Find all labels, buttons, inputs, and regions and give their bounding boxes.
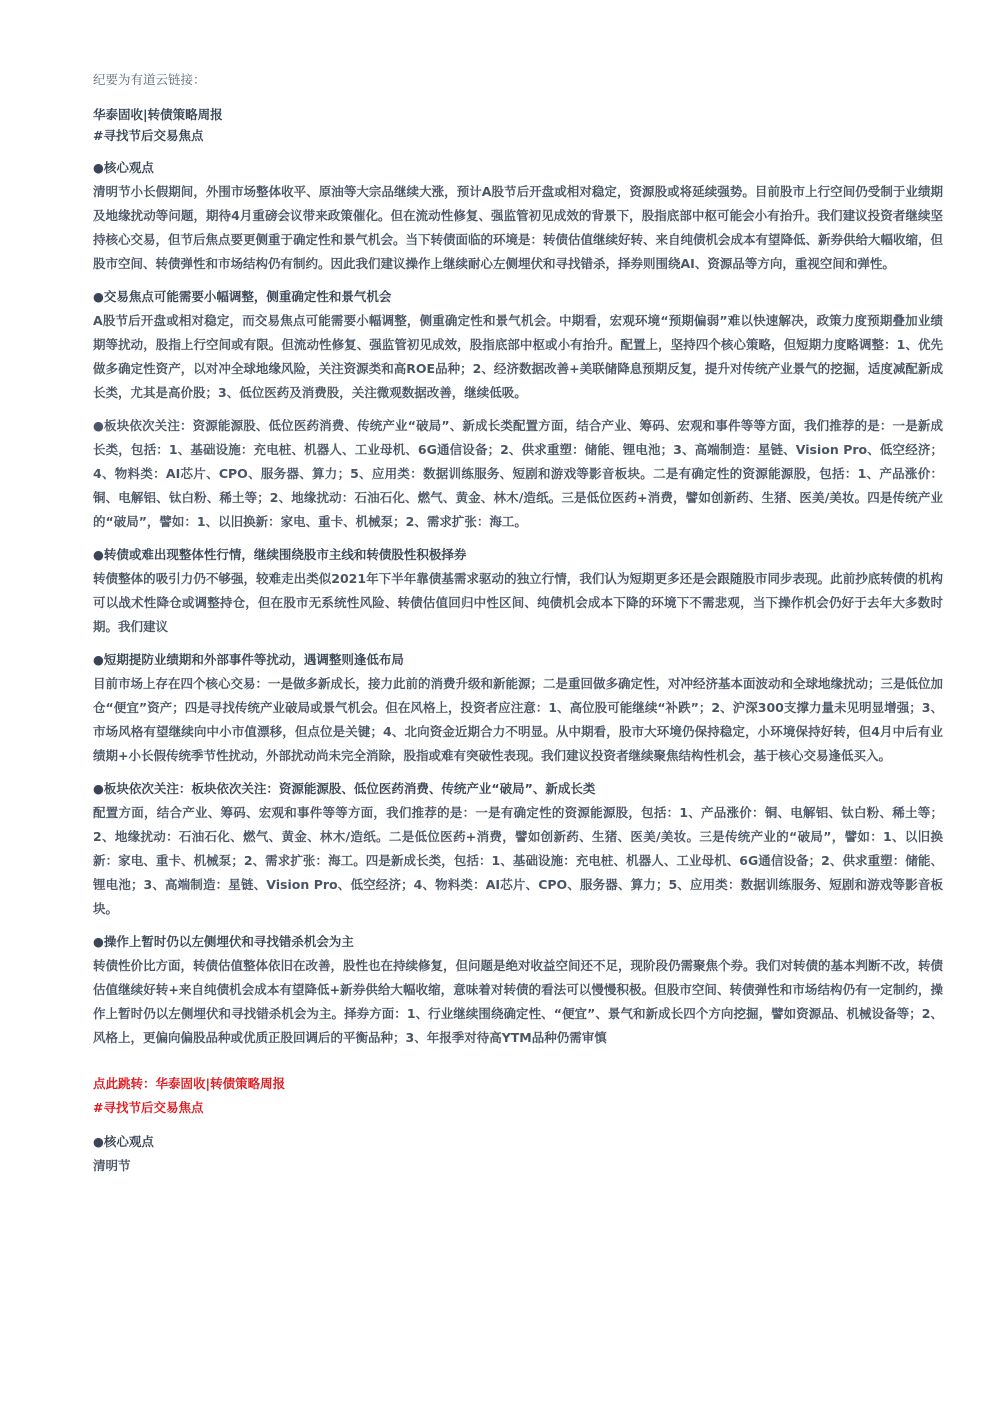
document-page xyxy=(93,70,943,1187)
section-convertible-outlook xyxy=(93,543,943,639)
section-body: 清明节小长假期间，外围市场整体收平、原油等大宗品继续大涨，预计A股节后开盘或相对稳定，资源股或将延续强势。目前股市上行空间仍受制于业绩期及地缘扰动等问题，期待4月重磅会议带来政策催化。但在流动性修复、强监管初见成效的背景下，股指底部中枢可能会小有抬升。我们建议投资者继续坚持核心交易，但节后焦点要更侧重于确定性和景气机会。当下转债面临的环境是：转债估值继续好转、来自纯债机会成本有望降低、新券供给大幅收缩，但股市空间、转债弹性和市场结构仍有制约。因此我们建议操作上继续耐心左侧埋伏和寻找错杀，择券则围绕AI、资源品等方向，重视空间和弹性。 xyxy=(93,184,944,271)
section-trading-focus xyxy=(93,285,943,405)
section-heading: ●板块依次关注：板块依次关注：资源能源股、低位医药消费、传统产业“破局”、新成长类 xyxy=(93,781,596,796)
title-block xyxy=(93,104,943,146)
report-subtitle: #寻找节后交易焦点 xyxy=(93,128,204,143)
jump-link-subtitle[interactable]: #寻找节后交易焦点 xyxy=(93,1100,204,1115)
section-short-term-risk xyxy=(93,648,943,768)
section-sector-focus-b xyxy=(93,777,943,921)
section-heading: ●短期提防业绩期和外部事件等扰动，遇调整则逢低布局 xyxy=(93,652,404,667)
section-body: A股节后开盘或相对稳定，而交易焦点可能需要小幅调整，侧重确定性和景气机会。中期看，宏观环境“预期偏弱”难以快速解决，政策力度预期叠加业绩期等扰动，股指上行空间或有限。但流动性修复、强监管初见成效，股指底部中枢或小有抬升。配置上，坚持四个核心策略，但短期力度略调整：1、优先做多确定性资产，以对冲全球地缘风险，关注资源类和高ROE品种；2、经济数据改善+美联储降息预期反复，提升对传统产业景气的挖掘，适度减配新成长类，尤其是高价股；3、低位医药及消费股，关注微观数据改善，继续低吸。 xyxy=(93,313,943,400)
section-body: 目前市场上存在四个核心交易：一是做多新成长，接力此前的消费升级和新能源；二是重回做多确定性，对冲经济基本面波动和全球地缘扰动；三是低位加仓“便宜”资产；四是寻找传统产业破局或景气机会。但在风格上，投资者应注意：1、高位股可能继续“补跌”；2、沪深300支撑力量未见明显增强；3、市场风格有望继续向中小市值漂移，但点位是关键；4、北向资金近期合力不明显。从中期看，股市大环境仍保持稳定，小环境保持好转，但4月中后有业绩期+小长假传统季节性扰动，外部扰动尚未完全消除，股指或难有突破性表现。我们建议投资者继续聚焦结构性机会，基于核心交易逢低买入。 xyxy=(93,676,944,763)
section-operation xyxy=(93,930,943,1050)
section-core-view xyxy=(93,156,943,276)
section-body: 转债性价比方面，转债估值整体依旧在改善，股性也在持续修复，但问题是绝对收益空间还不足，现阶段仍需聚焦个券。我们对转债的基本判断不改，转债估值继续好转+来自纯债机会成本有望降低+新券供给大幅收缩，意味着对转债的看法可以慢慢积极。但股市空间、转债弹性和市场结构仍有一定制约，操作上暂时仍以左侧埋伏和寻找错杀机会为主。择券方面：1、行业继续围绕确定性、“便宜”、景气和新成长四个方向挖掘，譬如资源品、机械设备等；2、风格上，更偏向偏股品种或优质正股回调后的平衡品种；3、年报季对待高YTM品种仍需审慎 xyxy=(93,958,944,1045)
section-body: ●板块依次关注：资源能源股、低位医药消费、传统产业“破局”、新成长类配置方面，结合产业、筹码、宏观和事件等等方面，我们推荐的是：一是新成长类，包括：1、基础设施：充电桩、机器人、工业母机、6G通信设备；2、供求重塑：储能、锂电池；3、高端制造：星链、Vision Pro、低空经济；4、物料类：AI芯片、CPO、服务器、算力；5、应用类：数据训练服务、短剧和游戏等影音板块。二是有确定性的资源能源股，包括：1、产品涨价：铜、电解铝、钛白粉、稀土等；2、地缘扰动：石油石化、燃气、黄金、林木/造纸。三是低位医药+消费，譬如创新药、生猪、医美/美妆。四是传统产业的“破局”，譬如：1、以旧换新：家电、重卡、机械泵；2、需求扩张：海工。 xyxy=(93,418,943,529)
section-heading: ●转债或难出现整体性行情，继续围绕股市主线和转债股性积极择券 xyxy=(93,547,467,562)
section-tail xyxy=(93,1130,943,1178)
report-title: 华泰固收|转债策略周报 xyxy=(93,107,223,122)
tail-body: 清明节 xyxy=(93,1158,131,1173)
jump-link-title[interactable]: 点此跳转：华泰固收|转债策略周报 xyxy=(93,1076,286,1091)
intro-text: 纪要为有道云链接： xyxy=(93,72,206,87)
section-body: 转债整体的吸引力仍不够强，较难走出类似2021年下半年靠债基需求驱动的独立行情，我们认为短期更多还是会跟随股市同步表现。此前抄底转债的机构可以战术性降仓或调整持仓，但在股市无系统性风险、转债估值回归中性区间、纯债机会成本下降的环境下不需悲观，当下操作机会仍好于去年大多数时期。我们建议 xyxy=(93,571,943,634)
section-body: 配置方面，结合产业、筹码、宏观和事件等等方面，我们推荐的是：一是有确定性的资源能源股，包括：1、产品涨价：铜、电解铝、钛白粉、稀土等；2、地缘扰动：石油石化、燃气、黄金、林木/造纸。二是低位医药+消费，譬如创新药、生猪、医美/美妆。三是传统产业的“破局”，譬如：1、以旧换新：家电、重卡、机械泵；2、需求扩张：海工。四是新成长类，包括：1、基础设施：充电桩、机器人、工业母机、6G通信设备；2、供求重塑：储能、锂电池；3、高端制造：星链、Vision Pro、低空经济；4、物料类：AI芯片、CPO、服务器、算力；5、应用类：数据训练服务、短剧和游戏等影音板块。 xyxy=(93,805,943,916)
section-heading: ●操作上暂时仍以左侧埋伏和寻找错杀机会为主 xyxy=(93,934,354,949)
section-heading: ●交易焦点可能需要小幅调整，侧重确定性和景气机会 xyxy=(93,289,392,304)
section-heading: ●核心观点 xyxy=(93,160,154,175)
jump-link[interactable] xyxy=(93,1072,943,1120)
section-sector-focus-a xyxy=(93,414,943,534)
tail-heading: ●核心观点 xyxy=(93,1134,154,1149)
